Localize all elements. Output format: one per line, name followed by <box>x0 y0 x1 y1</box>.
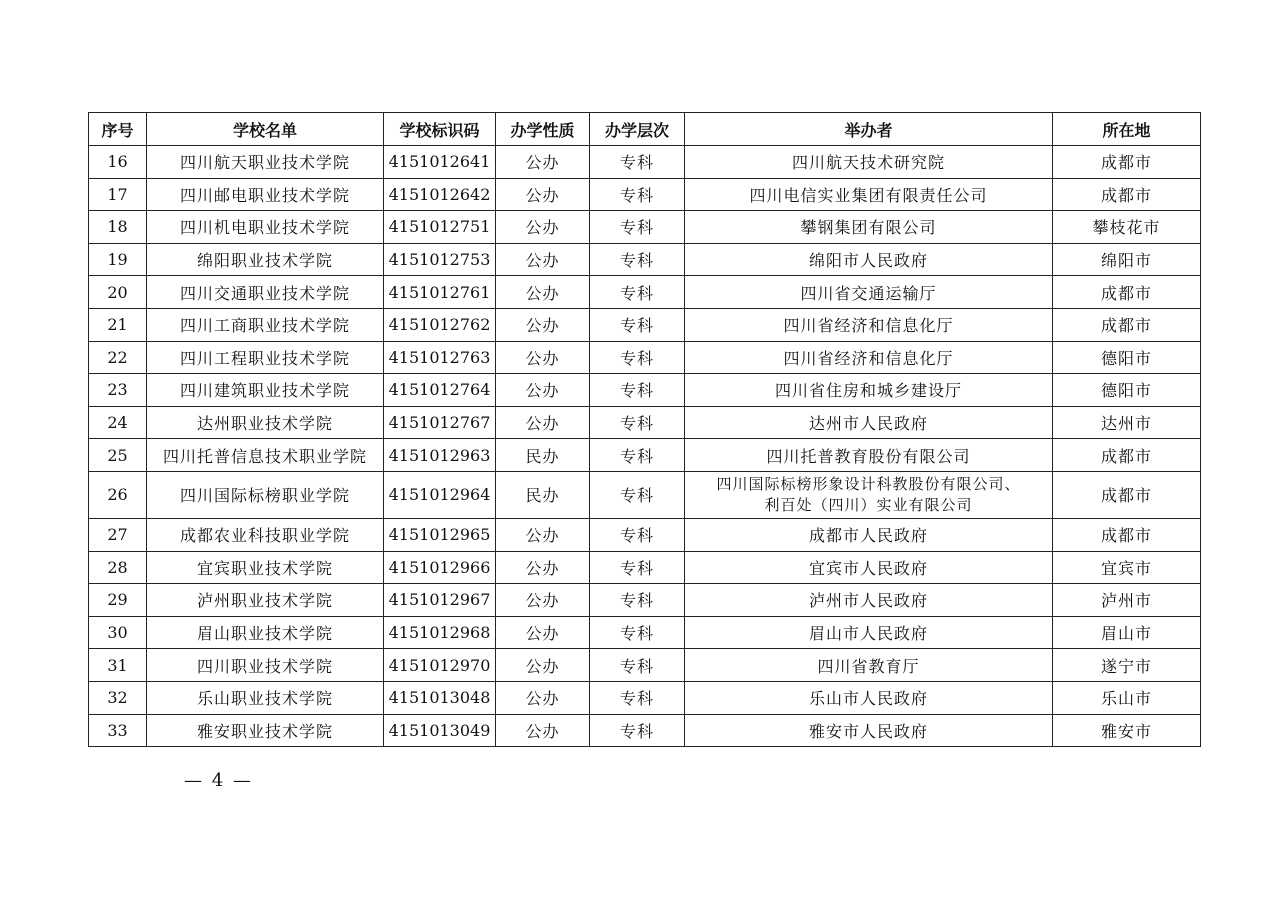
cell-level: 专科 <box>590 714 685 747</box>
cell-school-code: 4151012753 <box>384 243 496 276</box>
cell-level: 专科 <box>590 341 685 374</box>
cell-location: 成都市 <box>1053 439 1201 472</box>
cell-location: 成都市 <box>1053 146 1201 179</box>
cell-school-name: 泸州职业技术学院 <box>147 584 384 617</box>
cell-location: 成都市 <box>1053 308 1201 341</box>
cell-school-name: 四川机电职业技术学院 <box>147 211 384 244</box>
sponsor-line: 利百处（四川）实业有限公司 <box>764 495 973 514</box>
cell-school-name: 达州职业技术学院 <box>147 406 384 439</box>
cell-index: 16 <box>89 146 147 179</box>
sponsor-line: 达州市人民政府 <box>808 414 928 434</box>
sponsor-line: 乐山市人民政府 <box>808 689 928 709</box>
cell-sponsor <box>685 211 1053 244</box>
cell-sponsor <box>685 681 1053 714</box>
cell-sponsor <box>685 518 1053 551</box>
table-row <box>89 211 1201 244</box>
sponsor-line: 四川省教育厅 <box>817 656 920 676</box>
cell-sponsor <box>685 439 1053 472</box>
sponsor-line: 成都市人民政府 <box>808 526 928 546</box>
cell-school-name: 绵阳职业技术学院 <box>147 243 384 276</box>
cell-index: 33 <box>89 714 147 747</box>
cell-school-name: 四川工商职业技术学院 <box>147 308 384 341</box>
cell-location: 成都市 <box>1053 518 1201 551</box>
cell-school-name: 四川托普信息技术职业学院 <box>147 439 384 472</box>
cell-sponsor <box>685 308 1053 341</box>
cell-index: 28 <box>89 551 147 584</box>
cell-level: 专科 <box>590 439 685 472</box>
table-row <box>89 146 1201 179</box>
header-level: 办学层次 <box>590 113 685 146</box>
cell-location: 德阳市 <box>1053 341 1201 374</box>
cell-school-code: 4151012761 <box>384 276 496 309</box>
table-row <box>89 341 1201 374</box>
cell-sponsor <box>685 649 1053 682</box>
cell-level: 专科 <box>590 308 685 341</box>
cell-location: 攀枝花市 <box>1053 211 1201 244</box>
cell-school-code: 4151012763 <box>384 341 496 374</box>
cell-index: 29 <box>89 584 147 617</box>
cell-location: 眉山市 <box>1053 616 1201 649</box>
sponsor-line: 四川国际标榜形象设计科教股份有限公司、 <box>716 474 1021 493</box>
sponsor-line: 四川电信实业集团有限责任公司 <box>749 185 988 205</box>
cell-sponsor <box>685 616 1053 649</box>
table-row <box>89 439 1201 472</box>
cell-index: 19 <box>89 243 147 276</box>
cell-nature: 公办 <box>496 341 590 374</box>
cell-location: 德阳市 <box>1053 374 1201 407</box>
cell-index: 20 <box>89 276 147 309</box>
cell-level: 专科 <box>590 616 685 649</box>
cell-school-name: 雅安职业技术学院 <box>147 714 384 747</box>
header-index: 序号 <box>89 113 147 146</box>
sponsor-line: 四川省经济和信息化厅 <box>783 348 954 368</box>
cell-school-code: 4151013049 <box>384 714 496 747</box>
cell-school-name: 四川航天职业技术学院 <box>147 146 384 179</box>
sponsor-line: 泸州市人民政府 <box>808 591 928 611</box>
cell-location: 宜宾市 <box>1053 551 1201 584</box>
cell-level: 专科 <box>590 146 685 179</box>
sponsor-line: 雅安市人民政府 <box>808 721 928 741</box>
cell-location: 达州市 <box>1053 406 1201 439</box>
table-row <box>89 374 1201 407</box>
cell-level: 专科 <box>590 518 685 551</box>
table-row <box>89 178 1201 211</box>
sponsor-line: 四川省住房和城乡建设厅 <box>774 381 962 401</box>
header-sponsor: 举办者 <box>685 113 1053 146</box>
cell-nature: 民办 <box>496 439 590 472</box>
sponsor-line: 眉山市人民政府 <box>808 624 928 644</box>
cell-school-name: 四川交通职业技术学院 <box>147 276 384 309</box>
cell-index: 30 <box>89 616 147 649</box>
cell-nature: 公办 <box>496 406 590 439</box>
cell-index: 24 <box>89 406 147 439</box>
cell-school-code: 4151012762 <box>384 308 496 341</box>
cell-school-name: 四川国际标榜职业学院 <box>147 471 384 518</box>
cell-index: 23 <box>89 374 147 407</box>
sponsor-line: 攀钢集团有限公司 <box>800 218 937 238</box>
cell-school-code: 4151012967 <box>384 584 496 617</box>
cell-sponsor <box>685 374 1053 407</box>
cell-nature: 公办 <box>496 714 590 747</box>
cell-index: 18 <box>89 211 147 244</box>
cell-nature: 公办 <box>496 518 590 551</box>
cell-nature: 公办 <box>496 681 590 714</box>
cell-level: 专科 <box>590 406 685 439</box>
cell-school-code: 4151012764 <box>384 374 496 407</box>
school-list-table <box>88 112 1201 747</box>
cell-school-name: 四川工程职业技术学院 <box>147 341 384 374</box>
table-row <box>89 616 1201 649</box>
cell-location: 遂宁市 <box>1053 649 1201 682</box>
cell-school-code: 4151012642 <box>384 178 496 211</box>
cell-index: 31 <box>89 649 147 682</box>
cell-index: 32 <box>89 681 147 714</box>
cell-sponsor <box>685 406 1053 439</box>
table-row <box>89 584 1201 617</box>
cell-level: 专科 <box>590 178 685 211</box>
header-school-name: 学校名单 <box>147 113 384 146</box>
cell-level: 专科 <box>590 211 685 244</box>
cell-nature: 公办 <box>496 211 590 244</box>
sponsor-line: 四川托普教育股份有限公司 <box>766 446 971 466</box>
cell-school-code: 4151012963 <box>384 439 496 472</box>
cell-school-code: 4151012965 <box>384 518 496 551</box>
cell-index: 22 <box>89 341 147 374</box>
table-body <box>89 146 1201 747</box>
cell-level: 专科 <box>590 374 685 407</box>
cell-index: 17 <box>89 178 147 211</box>
cell-school-code: 4151012966 <box>384 551 496 584</box>
table-row <box>89 243 1201 276</box>
cell-sponsor <box>685 243 1053 276</box>
cell-index: 26 <box>89 471 147 518</box>
cell-school-code: 4151013048 <box>384 681 496 714</box>
cell-index: 21 <box>89 308 147 341</box>
cell-location: 成都市 <box>1053 276 1201 309</box>
cell-school-code: 4151012968 <box>384 616 496 649</box>
table-row <box>89 308 1201 341</box>
cell-school-name: 眉山职业技术学院 <box>147 616 384 649</box>
sponsor-line: 绵阳市人民政府 <box>808 251 928 271</box>
cell-sponsor <box>685 178 1053 211</box>
cell-sponsor <box>685 584 1053 617</box>
cell-location: 绵阳市 <box>1053 243 1201 276</box>
cell-sponsor <box>685 471 1053 518</box>
sponsor-line: 宜宾市人民政府 <box>808 558 928 578</box>
cell-level: 专科 <box>590 276 685 309</box>
cell-nature: 民办 <box>496 471 590 518</box>
cell-nature: 公办 <box>496 146 590 179</box>
cell-sponsor <box>685 146 1053 179</box>
cell-school-code: 4151012751 <box>384 211 496 244</box>
cell-nature: 公办 <box>496 551 590 584</box>
cell-location: 成都市 <box>1053 178 1201 211</box>
cell-location: 泸州市 <box>1053 584 1201 617</box>
cell-nature: 公办 <box>496 276 590 309</box>
cell-index: 25 <box>89 439 147 472</box>
cell-school-code: 4151012641 <box>384 146 496 179</box>
sponsor-line: 四川省经济和信息化厅 <box>783 316 954 336</box>
cell-sponsor <box>685 276 1053 309</box>
cell-sponsor <box>685 341 1053 374</box>
cell-nature: 公办 <box>496 649 590 682</box>
sponsor-line: 四川省交通运输厅 <box>800 283 937 303</box>
cell-school-name: 四川邮电职业技术学院 <box>147 178 384 211</box>
cell-school-name: 四川职业技术学院 <box>147 649 384 682</box>
page-number: — 4 — <box>184 770 253 791</box>
cell-school-code: 4151012970 <box>384 649 496 682</box>
cell-level: 专科 <box>590 471 685 518</box>
cell-school-code: 4151012767 <box>384 406 496 439</box>
cell-nature: 公办 <box>496 616 590 649</box>
cell-location: 雅安市 <box>1053 714 1201 747</box>
table-header-row <box>89 113 1201 146</box>
cell-level: 专科 <box>590 584 685 617</box>
sponsor-line: 四川航天技术研究院 <box>791 153 945 173</box>
table-row <box>89 406 1201 439</box>
cell-location: 成都市 <box>1053 471 1201 518</box>
header-school-code: 学校标识码 <box>384 113 496 146</box>
table-row <box>89 276 1201 309</box>
cell-level: 专科 <box>590 551 685 584</box>
cell-school-name: 宜宾职业技术学院 <box>147 551 384 584</box>
table-row <box>89 518 1201 551</box>
table-row <box>89 551 1201 584</box>
cell-school-code: 4151012964 <box>384 471 496 518</box>
header-location: 所在地 <box>1053 113 1201 146</box>
table-row <box>89 649 1201 682</box>
cell-level: 专科 <box>590 243 685 276</box>
header-nature: 办学性质 <box>496 113 590 146</box>
cell-nature: 公办 <box>496 178 590 211</box>
cell-nature: 公办 <box>496 374 590 407</box>
table-row <box>89 714 1201 747</box>
cell-index: 27 <box>89 518 147 551</box>
cell-level: 专科 <box>590 681 685 714</box>
cell-school-name: 乐山职业技术学院 <box>147 681 384 714</box>
cell-nature: 公办 <box>496 243 590 276</box>
table-row <box>89 471 1201 518</box>
cell-nature: 公办 <box>496 308 590 341</box>
cell-school-name: 四川建筑职业技术学院 <box>147 374 384 407</box>
cell-nature: 公办 <box>496 584 590 617</box>
cell-school-name: 成都农业科技职业学院 <box>147 518 384 551</box>
cell-sponsor <box>685 714 1053 747</box>
cell-level: 专科 <box>590 649 685 682</box>
cell-sponsor <box>685 551 1053 584</box>
cell-location: 乐山市 <box>1053 681 1201 714</box>
table-row <box>89 681 1201 714</box>
